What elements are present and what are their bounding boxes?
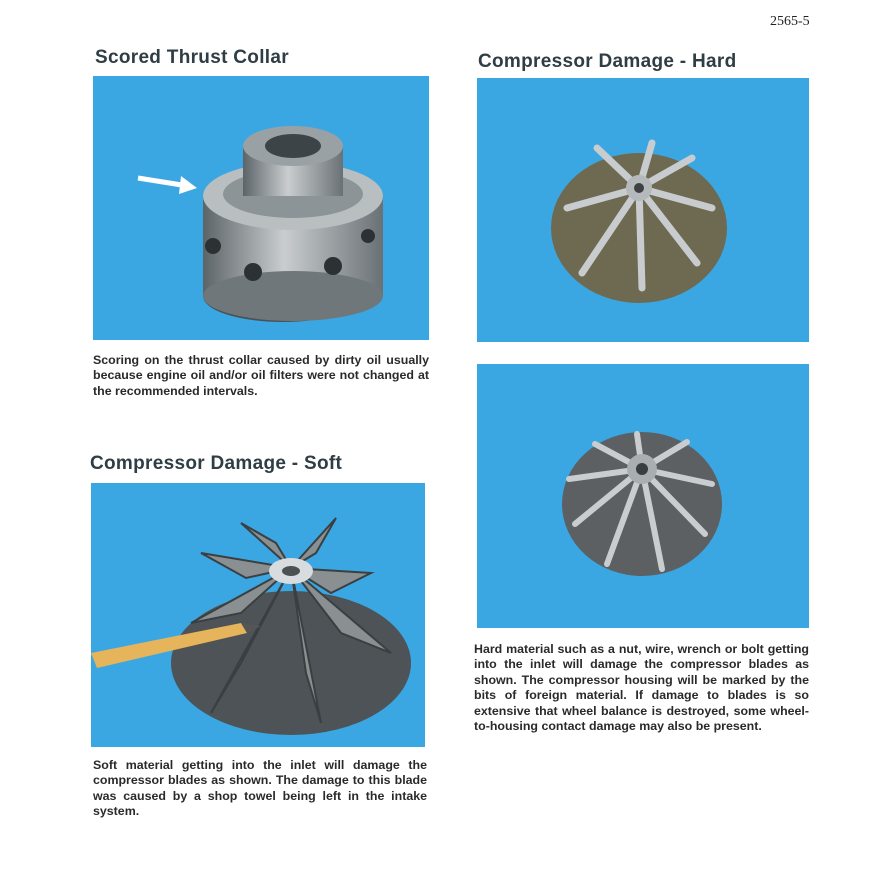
page-number: 2565-5 [770,14,810,29]
hard-damage-caption: Hard material such as a nut, wire, wrench or bolt getting into the inlet will damage the compressor blades as shown. The compressor housing will be marked by the bits of foreign material. If damage to blades is so extensive that wheel balance is destroyed, some wheel-to-housing contact damage may also be present. [474,642,809,734]
hard-damage-photo-1 [477,78,809,342]
soft-damage-heading: Compressor Damage - Soft [90,453,343,474]
thrust-collar-photo [93,76,429,340]
thrust-collar-caption: Scoring on the thrust collar caused by dirty oil usually because engine oil and/or oil filters were not changed at the recommended intervals. [93,353,429,398]
hard-damage-heading: Compressor Damage - Hard [478,51,737,72]
soft-damage-photo [91,483,425,747]
soft-damage-caption: Soft material getting into the inlet will damage the compressor blades as shown. The damage to this blade was caused by a shop towel being left in the intake system. [93,758,427,819]
thrust-collar-heading: Scored Thrust Collar [95,47,289,68]
hard-damage-photo-2 [477,364,809,628]
